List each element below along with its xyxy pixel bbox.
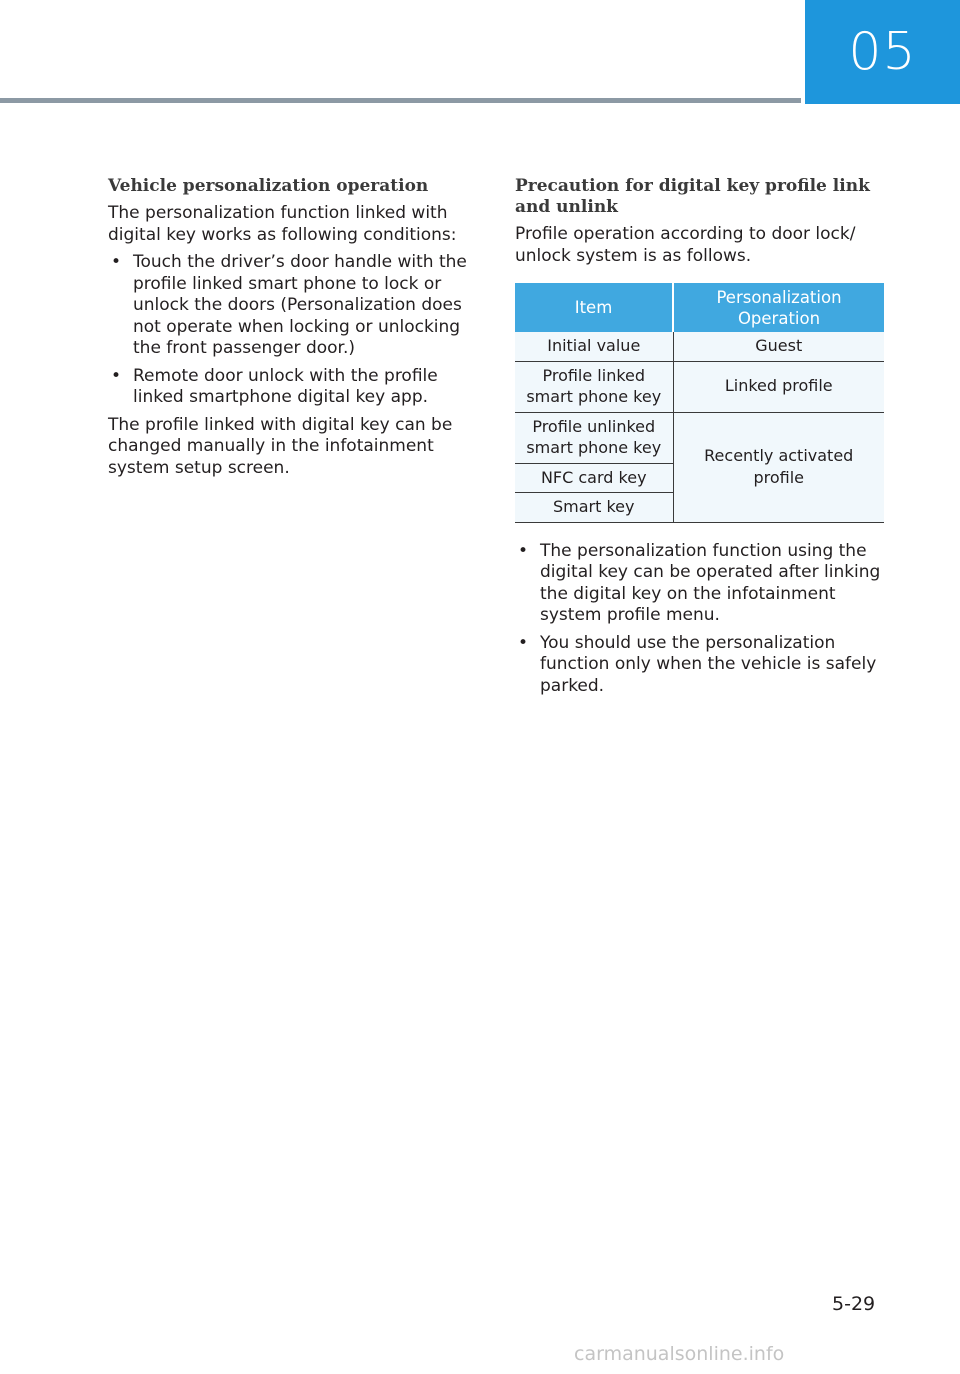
note-list bbox=[515, 541, 885, 698]
chapter-tab: 05 bbox=[805, 0, 960, 104]
right-column bbox=[515, 176, 885, 703]
table-cell-operation: Recently activated profile bbox=[673, 412, 884, 522]
table-cell-item: Smart key bbox=[515, 493, 673, 523]
table-cell-item: Profile linked smart phone key bbox=[515, 361, 673, 412]
outro-paragraph: The profile linked with digital key can be changed manually in the infotainment system setup screen. bbox=[108, 414, 453, 478]
condition-list bbox=[108, 252, 478, 409]
intro-paragraph: Profile operation according to door lock/ unlock system is as follows. bbox=[515, 224, 856, 266]
bullet-icon: • bbox=[518, 540, 529, 561]
table-row bbox=[515, 332, 884, 361]
table-cell-operation: Linked profile bbox=[673, 361, 884, 412]
bullet-icon: • bbox=[518, 632, 529, 653]
section-heading: Precaution for digital key profile link and unlink bbox=[515, 176, 870, 217]
table-cell-item: Profile unlinked smart phone key bbox=[515, 412, 673, 463]
table-cell-item: NFC card key bbox=[515, 463, 673, 493]
table-cell-operation: Guest bbox=[673, 332, 884, 361]
list-item: • You should use the personalization function only when the vehicle is safely parked. bbox=[518, 632, 877, 696]
watermark: carmanualsonline.info bbox=[574, 1343, 785, 1365]
header-rule bbox=[0, 98, 801, 103]
left-column bbox=[108, 176, 478, 485]
list-item: • The personalization function using the digital key can be operated after linking the digital key on the infotainment system profile menu. bbox=[518, 540, 881, 625]
intro-paragraph: The personalization function linked with digital key works as following conditions: bbox=[108, 203, 457, 245]
list-item: • Touch the driver’s door handle with the profile linked smart phone to lock or unlock the doors (Personalization does not operate when locking or unlocking the front passenger door.) bbox=[111, 252, 467, 358]
profile-operation-table bbox=[515, 283, 884, 523]
table-row bbox=[515, 412, 884, 463]
list-item: • Remote door unlock with the profile linked smartphone digital key app. bbox=[111, 365, 438, 407]
section-heading: Vehicle personalization operation bbox=[108, 176, 429, 196]
table-row bbox=[515, 361, 884, 412]
table-cell-item: Initial value bbox=[515, 332, 673, 361]
bullet-icon: • bbox=[111, 365, 122, 386]
bullet-icon: • bbox=[111, 252, 122, 272]
page-number: 5-29 bbox=[832, 1293, 876, 1315]
column-header-item: Item bbox=[515, 283, 673, 332]
column-header-operation: Personalization Operation bbox=[673, 283, 884, 332]
table-header-row bbox=[515, 283, 884, 332]
